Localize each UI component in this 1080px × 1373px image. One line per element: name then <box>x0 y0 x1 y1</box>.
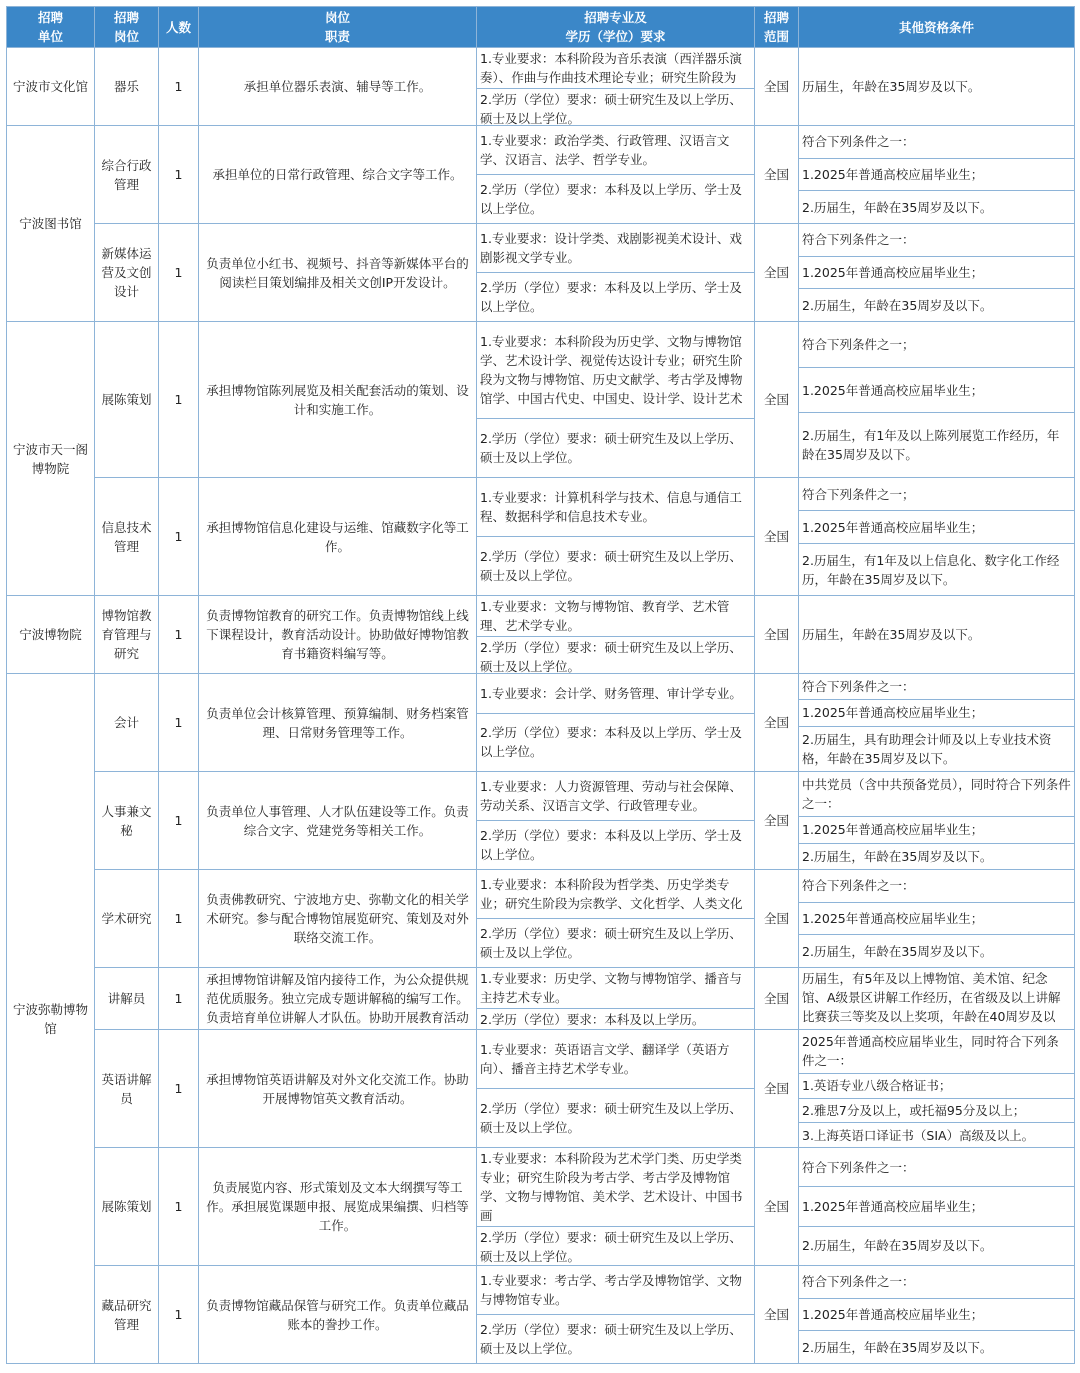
major-major1: 1.专业要求：历史学、文物与博物馆学、播音与主持艺术专业。 <box>477 968 754 1009</box>
cell-scope: 全国 <box>755 968 799 1030</box>
cell-duty: 承担博物馆英语讲解及对外文化交流工作。协助开展博物馆英文教育活动。 <box>199 1030 477 1148</box>
other-condition-line: 历届生，有5年及以上博物馆、美术馆、纪念馆、A级景区讲解工作经历，在省级及以上讲解比赛获三等奖及以上奖项，年龄在40周岁及以 <box>802 971 1061 1024</box>
table-row <box>7 126 1075 224</box>
other-condition-line: 2.历届生，年龄在35周岁及以下。 <box>802 943 993 959</box>
cell-scope: 全国 <box>755 1148 799 1266</box>
table-row <box>7 48 1075 126</box>
cell-other <box>799 968 1075 1030</box>
cell-duty: 负责单位小红书、视频号、抖音等新媒体平台的阅读栏目策划编排及相关文创IP开发设计。 <box>199 224 477 322</box>
header-position: 招聘 岗位 <box>95 7 159 48</box>
other-condition-line: 1.2025年普通高校应届毕业生； <box>799 700 1074 726</box>
other-condition-line: 2.历届生，有1年及以上信息化、数字化工作经历，年龄在35周岁及以下。 <box>802 552 1060 587</box>
other-condition-line: 2.雅思7分及以上，或托福95分及以上； <box>799 1099 1074 1124</box>
other-condition-line: 1.2025年普通高校应届毕业生； <box>799 903 1074 936</box>
other-condition-line: 2.历届生，年龄在35周岁及以下。 <box>802 848 993 864</box>
other-condition-line: 历届生，年龄在35周岁及以下。 <box>802 79 981 94</box>
cell-other <box>799 772 1075 870</box>
other-condition-line: 1.2025年普通高校应届毕业生； <box>799 159 1074 192</box>
cell-duty: 承担博物馆信息化建设与运维、馆藏数字化等工作。 <box>199 478 477 596</box>
cell-other <box>799 1148 1075 1266</box>
table-row <box>7 596 1075 674</box>
cell-count: 1 <box>159 126 199 224</box>
table-row <box>7 224 1075 322</box>
table-row <box>7 968 1075 1030</box>
other-condition-line: 1.2025年普通高校应届毕业生； <box>799 257 1074 290</box>
other-condition-line: 1.英语专业八级合格证书； <box>799 1074 1074 1099</box>
other-condition-line: 符合下列条件之一： <box>799 870 1074 903</box>
cell-scope: 全国 <box>755 126 799 224</box>
other-condition-line: 符合下列条件之一： <box>799 1148 1074 1187</box>
cell-position: 器乐 <box>95 48 159 126</box>
cell-other <box>799 870 1075 968</box>
other-condition-line: 1.2025年普通高校应届毕业生； <box>799 511 1074 544</box>
major-major2: 2.学历（学位）要求：本科及以上学历。 <box>480 1012 705 1027</box>
cell-position: 博物馆教育管理与研究 <box>95 596 159 674</box>
major-major2: 2.学历（学位）要求：硕士研究生及以上学历、硕士及以上学位。 <box>480 92 742 126</box>
other-condition-line: 2.历届生，年龄在35周岁及以下。 <box>802 1238 993 1254</box>
cell-major <box>477 1266 755 1364</box>
table-row <box>7 1266 1075 1364</box>
cell-scope: 全国 <box>755 1030 799 1148</box>
cell-count: 1 <box>159 1148 199 1266</box>
cell-unit: 宁波市天一阁博物院 <box>7 322 95 596</box>
table-row <box>7 772 1075 870</box>
other-condition-line: 历届生，年龄在35周岁及以下。 <box>802 627 981 642</box>
cell-duty: 承担单位的日常行政管理、综合文字等工作。 <box>199 126 477 224</box>
cell-duty: 负责佛教研究、宁波地方史、弥勒文化的相关学术研究。参与配合博物馆展览研究、策划及对外联络交流工作。 <box>199 870 477 968</box>
cell-duty: 负责单位人事管理、人才队伍建设等工作。负责综合文字、党建党务等相关工作。 <box>199 772 477 870</box>
cell-major <box>477 126 755 224</box>
other-condition-line: 2.历届生，年龄在35周岁及以下。 <box>802 1339 993 1355</box>
cell-other <box>799 126 1075 224</box>
cell-duty: 承担博物馆讲解及馆内接待工作，为公众提供规范优质服务。独立完成专题讲解稿的编写工作。负责培育单位讲解人才队伍。协助开展教育活动 <box>199 968 477 1030</box>
cell-position: 藏品研究管理 <box>95 1266 159 1364</box>
header-scope: 招聘 范围 <box>755 7 799 48</box>
header-major: 招聘专业及 学历（学位）要求 <box>477 7 755 48</box>
cell-major <box>477 674 755 772</box>
cell-duty: 负责展览内容、形式策划及文本大纲撰写等工作。承担展览课题申报、展览成果编撰、归档等工作。 <box>199 1148 477 1266</box>
table-body <box>7 48 1075 1364</box>
other-condition-line: 2.历届生，年龄在35周岁及以下。 <box>802 297 993 313</box>
major-major2: 2.学历（学位）要求：硕士研究生及以上学历、硕士及以上学位。 <box>480 640 742 674</box>
cell-scope: 全国 <box>755 48 799 126</box>
major-major1: 1.专业要求：本科阶段为历史学、文物与博物馆学、艺术设计学、视觉传达设计专业；研究生阶段为文物与博物馆、历史文献学、考古学及博物馆学、中国古代史、中国史、设计学、设计艺术 <box>477 322 754 419</box>
other-condition-line: 2.历届生，年龄在35周岁及以下。 <box>802 199 993 215</box>
cell-duty: 负责单位会计核算管理、预算编制、财务档案管理、日常财务管理等工作。 <box>199 674 477 772</box>
cell-other <box>799 1030 1075 1148</box>
cell-count: 1 <box>159 1030 199 1148</box>
cell-position: 展陈策划 <box>95 322 159 478</box>
cell-count: 1 <box>159 772 199 870</box>
cell-other <box>799 322 1075 478</box>
cell-position: 学术研究 <box>95 870 159 968</box>
cell-position: 展陈策划 <box>95 1148 159 1266</box>
cell-count: 1 <box>159 1266 199 1364</box>
other-condition-line: 3.上海英语口译证书（SIA）高级及以上。 <box>802 1127 1035 1143</box>
cell-duty: 负责博物馆藏品保管与研究工作。负责单位藏品账本的誊抄工作。 <box>199 1266 477 1364</box>
cell-unit: 宁波博物院 <box>7 596 95 674</box>
other-condition-line: 2.历届生，有1年及以上陈列展览工作经历，年龄在35周岁及以下。 <box>802 428 1060 463</box>
major-major1: 1.专业要求：会计学、财务管理、审计学专业。 <box>477 674 754 714</box>
header-duty: 岗位 职责 <box>199 7 477 48</box>
other-condition-line: 1.2025年普通高校应届毕业生； <box>799 1187 1074 1226</box>
cell-position: 新媒体运营及文创设计 <box>95 224 159 322</box>
cell-scope: 全国 <box>755 1266 799 1364</box>
major-major1: 1.专业要求：政治学类、行政管理、汉语言文学、汉语言、法学、哲学专业。 <box>477 126 754 175</box>
cell-position: 讲解员 <box>95 968 159 1030</box>
cell-count: 1 <box>159 322 199 478</box>
cell-scope: 全国 <box>755 322 799 478</box>
cell-duty: 承担单位器乐表演、辅导等工作。 <box>199 48 477 126</box>
major-major1: 1.专业要求：人力资源管理、劳动与社会保障、劳动关系、汉语言文学、行政管理专业。 <box>477 772 754 821</box>
header-other: 其他资格条件 <box>799 7 1075 48</box>
header-row <box>7 7 1075 48</box>
table-row <box>7 1030 1075 1148</box>
major-major2: 2.学历（学位）要求：硕士研究生及以上学历、硕士及以上学位。 <box>480 1230 742 1264</box>
cell-count: 1 <box>159 596 199 674</box>
other-condition-line: 1.2025年普通高校应届毕业生； <box>799 368 1074 414</box>
major-major2: 2.学历（学位）要求：本科及以上学历、学士及以上学位。 <box>480 280 742 314</box>
cell-count: 1 <box>159 968 199 1030</box>
cell-major <box>477 322 755 478</box>
major-major2: 2.学历（学位）要求：硕士研究生及以上学历、硕士及以上学位。 <box>480 549 742 583</box>
header-count: 人数 <box>159 7 199 48</box>
major-major2: 2.学历（学位）要求：硕士研究生及以上学历、硕士及以上学位。 <box>480 1322 742 1356</box>
major-major1: 1.专业要求：文物与博物馆、教育学、艺术管理、艺术学专业。 <box>477 596 754 637</box>
recruitment-table <box>6 6 1075 1364</box>
cell-count: 1 <box>159 478 199 596</box>
cell-position: 人事兼文秘 <box>95 772 159 870</box>
cell-unit: 宁波弥勒博物馆 <box>7 674 95 1364</box>
major-major2: 2.学历（学位）要求：硕士研究生及以上学历、硕士及以上学位。 <box>480 1101 742 1135</box>
cell-count: 1 <box>159 674 199 772</box>
other-condition-line: 符合下列条件之一： <box>799 674 1074 700</box>
cell-unit: 宁波市文化馆 <box>7 48 95 126</box>
other-condition-line: 符合下列条件之一： <box>799 126 1074 159</box>
cell-other <box>799 48 1075 126</box>
cell-other <box>799 1266 1075 1364</box>
table-row <box>7 1148 1075 1266</box>
cell-scope: 全国 <box>755 674 799 772</box>
header-unit: 招聘 单位 <box>7 7 95 48</box>
major-major2: 2.学历（学位）要求：本科及以上学历、学士及以上学位。 <box>480 182 742 216</box>
cell-other <box>799 478 1075 596</box>
cell-count: 1 <box>159 48 199 126</box>
major-major1: 1.专业要求：考古学、考古学及博物馆学、文物与博物馆专业。 <box>477 1266 754 1315</box>
cell-duty: 负责博物馆教育的研究工作。负责博物馆线上线下课程设计，教育活动设计。协助做好博物馆教育书籍资料编写等。 <box>199 596 477 674</box>
major-major2: 2.学历（学位）要求：硕士研究生及以上学历、硕士及以上学位。 <box>480 431 742 465</box>
other-condition-line: 2025年普通高校应届毕业生，同时符合下列条件之一： <box>799 1030 1074 1074</box>
cell-major <box>477 772 755 870</box>
other-condition-line: 中共党员（含中共预备党员），同时符合下列条件之一： <box>799 772 1074 817</box>
cell-scope: 全国 <box>755 478 799 596</box>
cell-scope: 全国 <box>755 772 799 870</box>
cell-position: 综合行政管理 <box>95 126 159 224</box>
cell-position: 会计 <box>95 674 159 772</box>
other-condition-line: 符合下列条件之一； <box>799 322 1074 368</box>
cell-other <box>799 224 1075 322</box>
table-row <box>7 674 1075 772</box>
cell-scope: 全国 <box>755 596 799 674</box>
cell-major <box>477 478 755 596</box>
cell-major <box>477 224 755 322</box>
major-major2: 2.学历（学位）要求：本科及以上学历、学士及以上学位。 <box>480 725 742 760</box>
major-major1: 1.专业要求：本科阶段为哲学类、历史学类专业；研究生阶段为宗教学、文化哲学、人类文化 <box>477 870 754 919</box>
cell-major <box>477 968 755 1030</box>
major-major2: 2.学历（学位）要求：本科及以上学历、学士及以上学位。 <box>480 828 742 862</box>
cell-major <box>477 1148 755 1266</box>
other-condition-line: 1.2025年普通高校应届毕业生； <box>799 1299 1074 1332</box>
recruitment-table-container <box>6 6 1074 1364</box>
major-major1: 1.专业要求：本科阶段为音乐表演（西洋器乐演奏）、作曲与作曲技术理论专业；研究生阶段为 <box>477 48 754 89</box>
other-condition-line: 2.历届生，具有助理会计师及以上专业技术资格，年龄在35周岁及以下。 <box>802 731 1052 766</box>
cell-other <box>799 674 1075 772</box>
other-condition-line: 符合下列条件之一： <box>799 1266 1074 1299</box>
cell-major <box>477 1030 755 1148</box>
other-condition-line: 1.2025年普通高校应届毕业生； <box>799 817 1074 843</box>
other-condition-line: 符合下列条件之一： <box>799 224 1074 257</box>
table-row <box>7 478 1075 596</box>
major-major1: 1.专业要求：设计学类、戏剧影视美术设计、戏剧影视文学专业。 <box>477 224 754 273</box>
major-major1: 1.专业要求：计算机科学与技术、信息与通信工程、数据科学和信息技术专业。 <box>477 478 754 537</box>
table-row <box>7 870 1075 968</box>
cell-scope: 全国 <box>755 870 799 968</box>
major-major2: 2.学历（学位）要求：硕士研究生及以上学历、硕士及以上学位。 <box>480 926 742 960</box>
cell-scope: 全国 <box>755 224 799 322</box>
cell-position: 信息技术管理 <box>95 478 159 596</box>
cell-major <box>477 596 755 674</box>
table-row <box>7 322 1075 478</box>
cell-duty: 承担博物馆陈列展览及相关配套活动的策划、设计和实施工作。 <box>199 322 477 478</box>
other-condition-line: 符合下列条件之一； <box>799 478 1074 511</box>
cell-count: 1 <box>159 870 199 968</box>
cell-count: 1 <box>159 224 199 322</box>
cell-major <box>477 48 755 126</box>
major-major1: 1.专业要求：英语语言文学、翻译学（英语方向）、播音主持艺术学专业。 <box>477 1030 754 1089</box>
cell-position: 英语讲解员 <box>95 1030 159 1148</box>
cell-other <box>799 596 1075 674</box>
cell-major <box>477 870 755 968</box>
cell-unit: 宁波图书馆 <box>7 126 95 322</box>
major-major1: 1.专业要求：本科阶段为艺术学门类、历史学类专业；研究生阶段为考古学、考古学及博物馆学、文物与博物馆、美术学、艺术设计、中国书画 <box>477 1148 754 1227</box>
